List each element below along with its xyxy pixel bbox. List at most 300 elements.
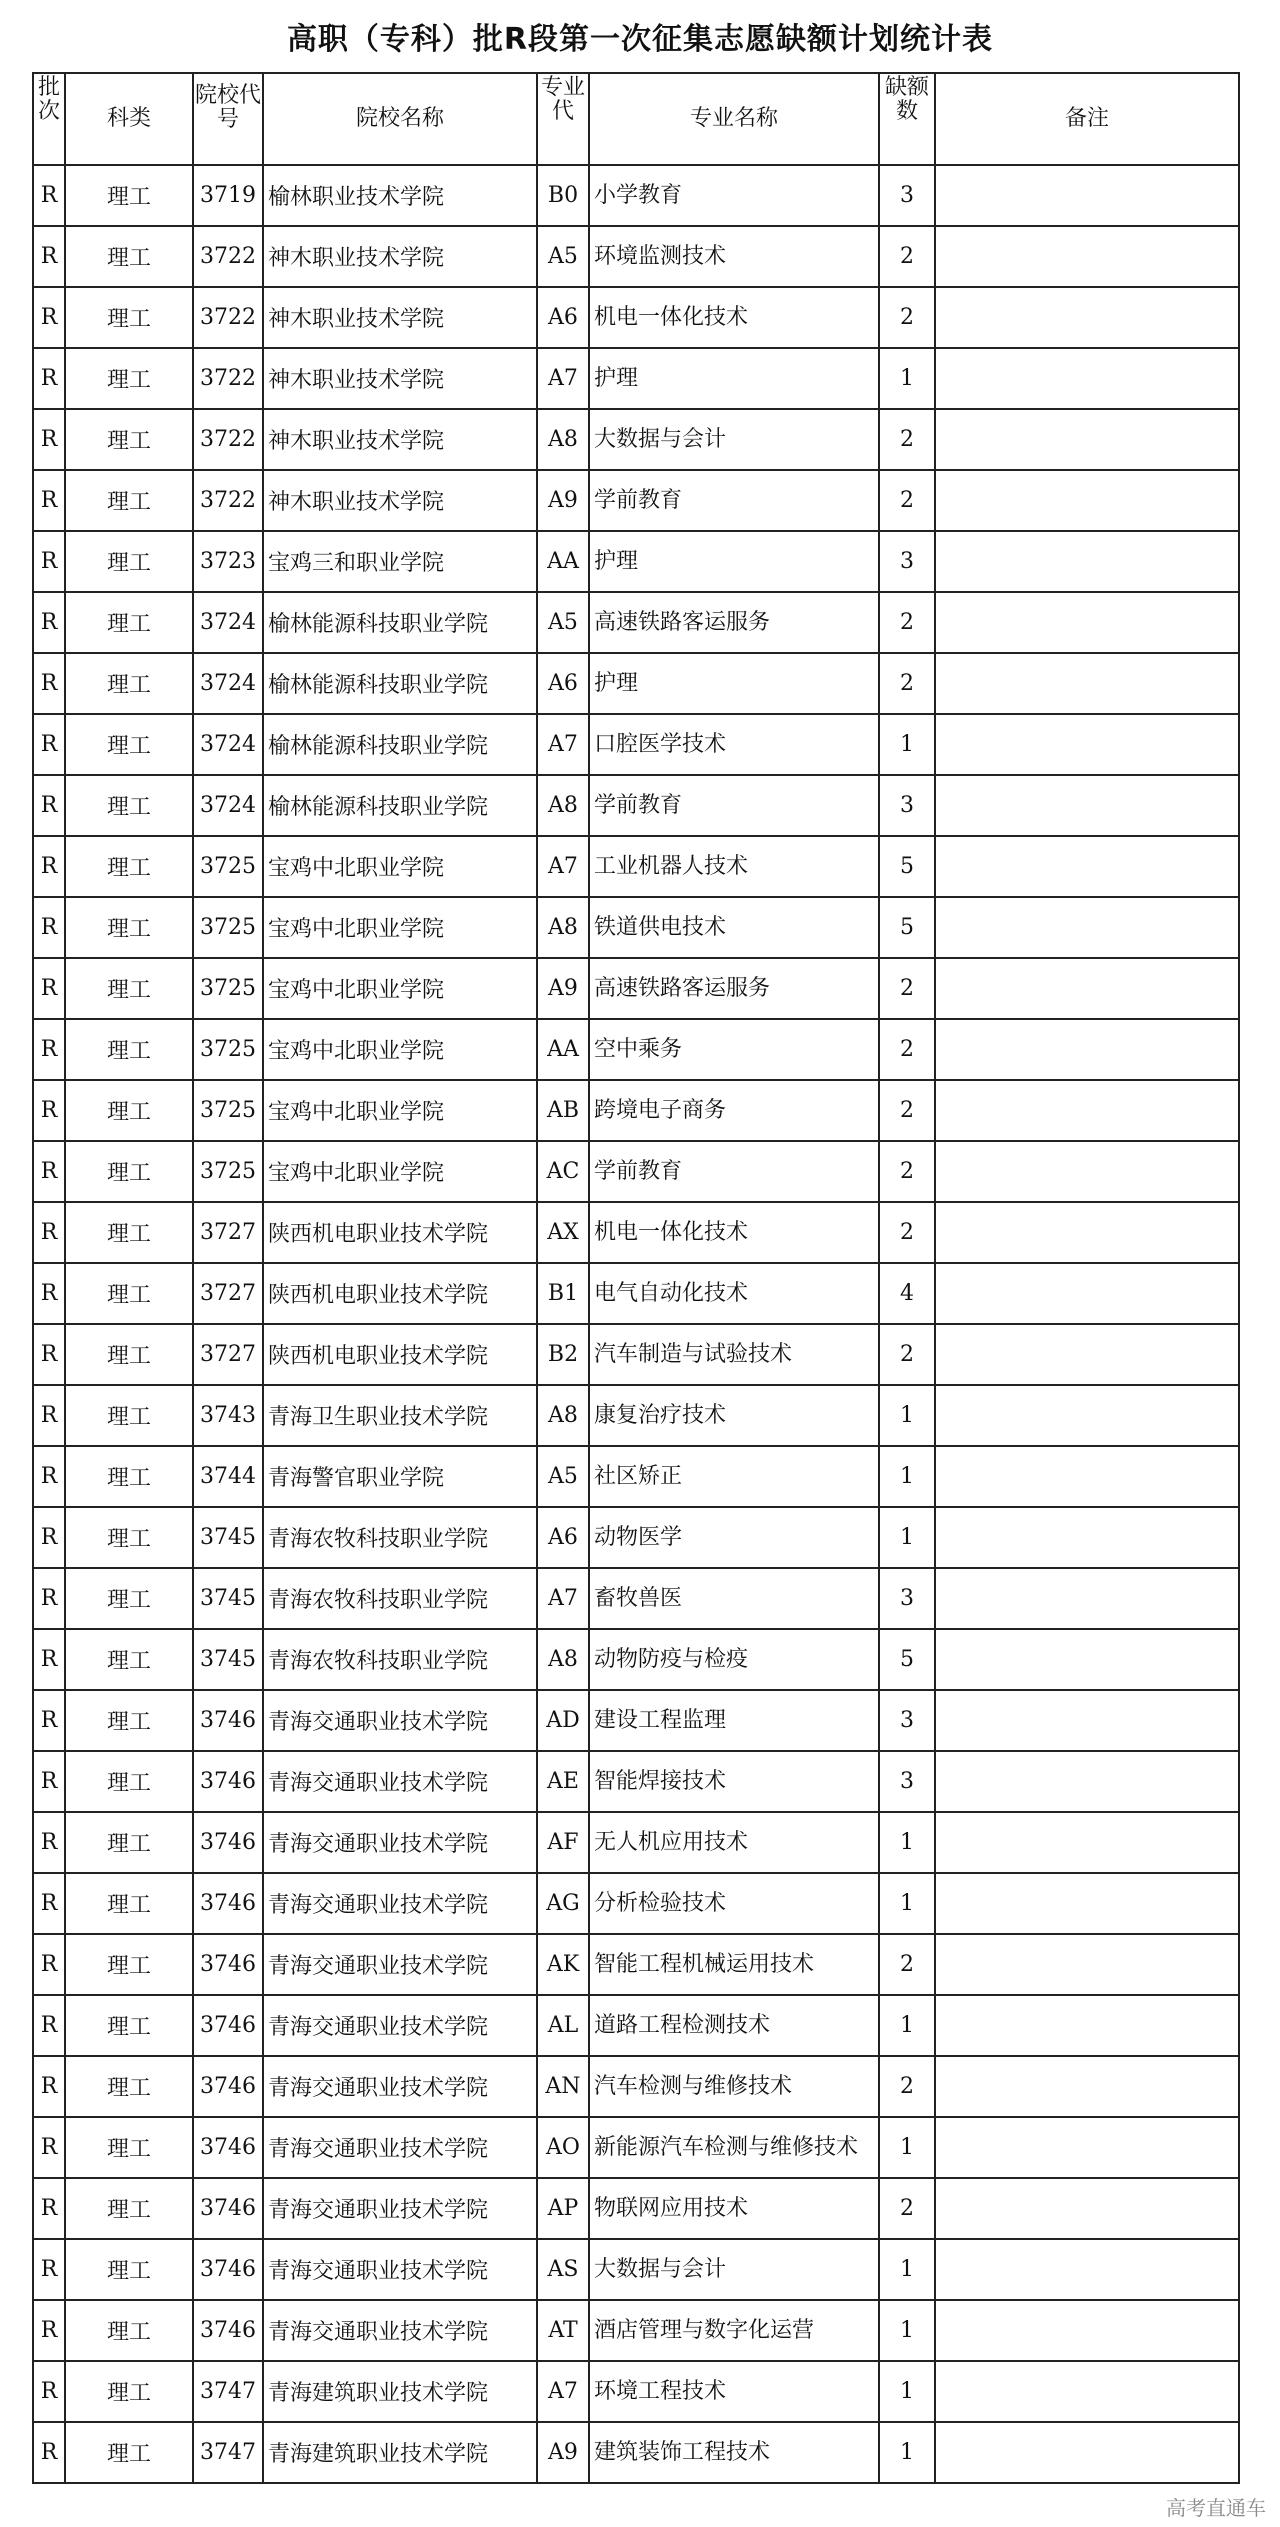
cell-major-name: 高速铁路客运服务 <box>589 592 879 653</box>
cell-category: 理工 <box>65 1446 193 1507</box>
cell-remarks <box>935 2300 1239 2361</box>
header-school-name: 院校名称 <box>263 73 537 165</box>
table-row <box>33 1324 1239 1385</box>
cell-major-code: A9 <box>537 2422 589 2483</box>
cell-remarks <box>935 1019 1239 1080</box>
cell-batch: R <box>33 1019 65 1080</box>
cell-vacancy: 3 <box>879 775 935 836</box>
cell-category: 理工 <box>65 165 193 226</box>
cell-batch: R <box>33 531 65 592</box>
cell-school-code: 3727 <box>193 1202 263 1263</box>
cell-category: 理工 <box>65 2056 193 2117</box>
cell-major-code: AB <box>537 1080 589 1141</box>
cell-vacancy: 1 <box>879 2422 935 2483</box>
table-row <box>33 1995 1239 2056</box>
cell-remarks <box>935 1873 1239 1934</box>
cell-remarks <box>935 1263 1239 1324</box>
cell-school-name: 宝鸡中北职业学院 <box>263 897 537 958</box>
table-row <box>33 1263 1239 1324</box>
cell-school-name: 青海交通职业技术学院 <box>263 2300 537 2361</box>
table-row <box>33 775 1239 836</box>
cell-school-code: 3722 <box>193 226 263 287</box>
table-row <box>33 2178 1239 2239</box>
cell-major-name: 护理 <box>589 348 879 409</box>
cell-school-code: 3719 <box>193 165 263 226</box>
cell-school-name: 青海农牧科技职业学院 <box>263 1629 537 1690</box>
cell-batch: R <box>33 2300 65 2361</box>
cell-major-name: 分析检验技术 <box>589 1873 879 1934</box>
cell-batch: R <box>33 226 65 287</box>
cell-school-code: 3724 <box>193 653 263 714</box>
cell-major-code: A8 <box>537 409 589 470</box>
cell-category: 理工 <box>65 1995 193 2056</box>
cell-school-name: 青海交通职业技术学院 <box>263 1873 537 1934</box>
header-remarks: 备注 <box>935 73 1239 165</box>
cell-school-code: 3722 <box>193 348 263 409</box>
cell-school-code: 3745 <box>193 1568 263 1629</box>
cell-vacancy: 4 <box>879 1263 935 1324</box>
cell-category: 理工 <box>65 470 193 531</box>
header-school-code: 院校代号 <box>193 73 263 165</box>
cell-remarks <box>935 1446 1239 1507</box>
cell-major-name: 动物防疫与检疫 <box>589 1629 879 1690</box>
cell-school-name: 青海建筑职业技术学院 <box>263 2361 537 2422</box>
cell-major-code: AG <box>537 1873 589 1934</box>
cell-vacancy: 2 <box>879 1080 935 1141</box>
cell-school-name: 神木职业技术学院 <box>263 470 537 531</box>
cell-school-name: 宝鸡三和职业学院 <box>263 531 537 592</box>
cell-vacancy: 5 <box>879 897 935 958</box>
cell-category: 理工 <box>65 2361 193 2422</box>
cell-vacancy: 1 <box>879 1995 935 2056</box>
cell-major-code: A6 <box>537 1507 589 1568</box>
header-batch: 批次 <box>33 73 65 165</box>
cell-vacancy: 1 <box>879 348 935 409</box>
cell-school-code: 3725 <box>193 1141 263 1202</box>
table-row <box>33 1507 1239 1568</box>
cell-remarks <box>935 775 1239 836</box>
cell-school-code: 3744 <box>193 1446 263 1507</box>
cell-vacancy: 2 <box>879 470 935 531</box>
cell-school-code: 3724 <box>193 775 263 836</box>
cell-category: 理工 <box>65 1751 193 1812</box>
cell-major-code: AA <box>537 531 589 592</box>
cell-major-name: 跨境电子商务 <box>589 1080 879 1141</box>
cell-category: 理工 <box>65 1507 193 1568</box>
cell-school-name: 榆林能源科技职业学院 <box>263 775 537 836</box>
cell-major-code: A6 <box>537 653 589 714</box>
cell-school-name: 青海交通职业技术学院 <box>263 2056 537 2117</box>
cell-category: 理工 <box>65 287 193 348</box>
cell-remarks <box>935 1141 1239 1202</box>
cell-school-name: 宝鸡中北职业学院 <box>263 836 537 897</box>
cell-school-name: 神木职业技术学院 <box>263 226 537 287</box>
cell-major-name: 口腔医学技术 <box>589 714 879 775</box>
cell-major-name: 空中乘务 <box>589 1019 879 1080</box>
cell-batch: R <box>33 2361 65 2422</box>
cell-category: 理工 <box>65 1385 193 1446</box>
cell-remarks <box>935 2056 1239 2117</box>
cell-school-code: 3746 <box>193 1812 263 1873</box>
table-row <box>33 653 1239 714</box>
header-vacancy: 缺额数 <box>879 73 935 165</box>
cell-remarks <box>935 1751 1239 1812</box>
cell-school-name: 青海交通职业技术学院 <box>263 1934 537 1995</box>
cell-school-code: 3745 <box>193 1629 263 1690</box>
cell-batch: R <box>33 2056 65 2117</box>
cell-major-name: 机电一体化技术 <box>589 1202 879 1263</box>
cell-school-code: 3745 <box>193 1507 263 1568</box>
cell-remarks <box>935 2178 1239 2239</box>
table-row <box>33 531 1239 592</box>
table-row <box>33 1202 1239 1263</box>
cell-major-name: 建筑装饰工程技术 <box>589 2422 879 2483</box>
cell-category: 理工 <box>65 1934 193 1995</box>
cell-batch: R <box>33 1263 65 1324</box>
cell-remarks <box>935 592 1239 653</box>
cell-school-name: 青海交通职业技术学院 <box>263 2117 537 2178</box>
cell-vacancy: 3 <box>879 531 935 592</box>
cell-major-code: A7 <box>537 714 589 775</box>
cell-school-name: 榆林能源科技职业学院 <box>263 592 537 653</box>
cell-vacancy: 2 <box>879 592 935 653</box>
cell-school-code: 3746 <box>193 2117 263 2178</box>
cell-category: 理工 <box>65 1202 193 1263</box>
cell-major-name: 护理 <box>589 653 879 714</box>
cell-school-code: 3725 <box>193 958 263 1019</box>
cell-major-name: 电气自动化技术 <box>589 1263 879 1324</box>
table-row <box>33 409 1239 470</box>
cell-major-code: A9 <box>537 958 589 1019</box>
cell-major-code: AC <box>537 1141 589 1202</box>
cell-school-name: 青海交通职业技术学院 <box>263 1995 537 2056</box>
cell-category: 理工 <box>65 1080 193 1141</box>
cell-major-name: 道路工程检测技术 <box>589 1995 879 2056</box>
cell-vacancy: 2 <box>879 2178 935 2239</box>
cell-category: 理工 <box>65 1812 193 1873</box>
cell-batch: R <box>33 1507 65 1568</box>
cell-batch: R <box>33 1690 65 1751</box>
cell-school-code: 3722 <box>193 409 263 470</box>
cell-batch: R <box>33 958 65 1019</box>
cell-school-code: 3723 <box>193 531 263 592</box>
table-row <box>33 1629 1239 1690</box>
table-row <box>33 1446 1239 1507</box>
cell-major-code: A8 <box>537 897 589 958</box>
cell-school-name: 榆林能源科技职业学院 <box>263 653 537 714</box>
cell-school-code: 3746 <box>193 2178 263 2239</box>
cell-category: 理工 <box>65 2178 193 2239</box>
cell-major-name: 大数据与会计 <box>589 2239 879 2300</box>
table-row <box>33 958 1239 1019</box>
table-row <box>33 2361 1239 2422</box>
cell-batch: R <box>33 1385 65 1446</box>
cell-remarks <box>935 226 1239 287</box>
cell-batch: R <box>33 165 65 226</box>
cell-category: 理工 <box>65 348 193 409</box>
table-row <box>33 348 1239 409</box>
cell-major-code: A7 <box>537 836 589 897</box>
cell-major-name: 酒店管理与数字化运营 <box>589 2300 879 2361</box>
vacancy-table <box>32 72 1240 2484</box>
table-row <box>33 2056 1239 2117</box>
cell-batch: R <box>33 1629 65 1690</box>
cell-major-code: AX <box>537 1202 589 1263</box>
cell-category: 理工 <box>65 2117 193 2178</box>
cell-vacancy: 2 <box>879 1324 935 1385</box>
cell-major-name: 畜牧兽医 <box>589 1568 879 1629</box>
cell-school-code: 3724 <box>193 592 263 653</box>
cell-remarks <box>935 1385 1239 1446</box>
cell-school-code: 3746 <box>193 2300 263 2361</box>
cell-school-code: 3747 <box>193 2422 263 2483</box>
table-row <box>33 226 1239 287</box>
cell-batch: R <box>33 1324 65 1385</box>
cell-major-name: 环境监测技术 <box>589 226 879 287</box>
cell-remarks <box>935 1324 1239 1385</box>
cell-school-name: 神木职业技术学院 <box>263 409 537 470</box>
cell-major-code: AO <box>537 2117 589 2178</box>
cell-school-name: 榆林职业技术学院 <box>263 165 537 226</box>
cell-batch: R <box>33 1934 65 1995</box>
cell-major-code: B2 <box>537 1324 589 1385</box>
cell-remarks <box>935 348 1239 409</box>
cell-school-code: 3746 <box>193 1873 263 1934</box>
cell-category: 理工 <box>65 226 193 287</box>
cell-school-code: 3727 <box>193 1263 263 1324</box>
cell-batch: R <box>33 2239 65 2300</box>
cell-vacancy: 1 <box>879 714 935 775</box>
cell-category: 理工 <box>65 1873 193 1934</box>
cell-category: 理工 <box>65 1141 193 1202</box>
cell-major-code: A8 <box>537 1385 589 1446</box>
cell-vacancy: 1 <box>879 2361 935 2422</box>
cell-school-name: 青海卫生职业技术学院 <box>263 1385 537 1446</box>
cell-vacancy: 1 <box>879 2239 935 2300</box>
cell-major-name: 智能焊接技术 <box>589 1751 879 1812</box>
cell-category: 理工 <box>65 1019 193 1080</box>
cell-category: 理工 <box>65 409 193 470</box>
cell-batch: R <box>33 653 65 714</box>
cell-major-code: AA <box>537 1019 589 1080</box>
cell-vacancy: 1 <box>879 1385 935 1446</box>
cell-school-code: 3725 <box>193 897 263 958</box>
cell-category: 理工 <box>65 592 193 653</box>
cell-remarks <box>935 1202 1239 1263</box>
table-row <box>33 714 1239 775</box>
cell-category: 理工 <box>65 897 193 958</box>
cell-major-code: AK <box>537 1934 589 1995</box>
cell-category: 理工 <box>65 836 193 897</box>
cell-remarks <box>935 287 1239 348</box>
cell-school-name: 宝鸡中北职业学院 <box>263 1080 537 1141</box>
cell-category: 理工 <box>65 531 193 592</box>
cell-major-name: 康复治疗技术 <box>589 1385 879 1446</box>
header-major-code: 专业代 <box>537 73 589 165</box>
table-row <box>33 2117 1239 2178</box>
cell-batch: R <box>33 287 65 348</box>
table-row <box>33 1690 1239 1751</box>
cell-school-code: 3747 <box>193 2361 263 2422</box>
cell-major-code: A7 <box>537 2361 589 2422</box>
cell-vacancy: 1 <box>879 2300 935 2361</box>
cell-school-name: 神木职业技术学院 <box>263 348 537 409</box>
table-row <box>33 1141 1239 1202</box>
cell-vacancy: 2 <box>879 2056 935 2117</box>
cell-school-name: 青海交通职业技术学院 <box>263 1690 537 1751</box>
cell-major-name: 物联网应用技术 <box>589 2178 879 2239</box>
table-row <box>33 287 1239 348</box>
cell-batch: R <box>33 1995 65 2056</box>
cell-batch: R <box>33 897 65 958</box>
cell-batch: R <box>33 775 65 836</box>
cell-remarks <box>935 1934 1239 1995</box>
cell-category: 理工 <box>65 1690 193 1751</box>
cell-school-code: 3722 <box>193 470 263 531</box>
table-row <box>33 1812 1239 1873</box>
cell-major-code: AD <box>537 1690 589 1751</box>
cell-major-code: AE <box>537 1751 589 1812</box>
cell-school-name: 宝鸡中北职业学院 <box>263 1019 537 1080</box>
cell-remarks <box>935 1995 1239 2056</box>
cell-category: 理工 <box>65 2239 193 2300</box>
cell-school-code: 3746 <box>193 1934 263 1995</box>
cell-category: 理工 <box>65 1324 193 1385</box>
table-row <box>33 165 1239 226</box>
cell-vacancy: 1 <box>879 1812 935 1873</box>
cell-school-code: 3746 <box>193 1690 263 1751</box>
cell-major-name: 汽车制造与试验技术 <box>589 1324 879 1385</box>
table-row <box>33 2300 1239 2361</box>
header-category: 科类 <box>65 73 193 165</box>
cell-school-code: 3725 <box>193 1080 263 1141</box>
cell-school-name: 青海警官职业学院 <box>263 1446 537 1507</box>
cell-major-name: 机电一体化技术 <box>589 287 879 348</box>
table-row <box>33 592 1239 653</box>
cell-category: 理工 <box>65 1629 193 1690</box>
cell-batch: R <box>33 1141 65 1202</box>
cell-school-name: 陕西机电职业技术学院 <box>263 1263 537 1324</box>
cell-remarks <box>935 165 1239 226</box>
cell-vacancy: 2 <box>879 653 935 714</box>
cell-major-code: A7 <box>537 1568 589 1629</box>
cell-batch: R <box>33 348 65 409</box>
cell-remarks <box>935 958 1239 1019</box>
cell-school-name: 陕西机电职业技术学院 <box>263 1324 537 1385</box>
cell-remarks <box>935 653 1239 714</box>
page-title: 高职（专科）批R段第一次征集志愿缺额计划统计表 <box>286 22 994 57</box>
cell-school-code: 3746 <box>193 2239 263 2300</box>
cell-major-code: A7 <box>537 348 589 409</box>
cell-batch: R <box>33 1812 65 1873</box>
cell-school-code: 3724 <box>193 714 263 775</box>
cell-major-name: 大数据与会计 <box>589 409 879 470</box>
cell-category: 理工 <box>65 958 193 1019</box>
cell-category: 理工 <box>65 2422 193 2483</box>
cell-category: 理工 <box>65 714 193 775</box>
table-header-row <box>33 73 1239 165</box>
cell-batch: R <box>33 2117 65 2178</box>
cell-batch: R <box>33 1751 65 1812</box>
cell-school-name: 青海建筑职业技术学院 <box>263 2422 537 2483</box>
header-major-name: 专业名称 <box>589 73 879 165</box>
cell-school-name: 宝鸡中北职业学院 <box>263 1141 537 1202</box>
cell-remarks <box>935 2422 1239 2483</box>
cell-major-name: 动物医学 <box>589 1507 879 1568</box>
table-row <box>33 836 1239 897</box>
cell-batch: R <box>33 2178 65 2239</box>
cell-vacancy: 2 <box>879 1934 935 1995</box>
cell-batch: R <box>33 409 65 470</box>
cell-batch: R <box>33 1568 65 1629</box>
cell-major-name: 无人机应用技术 <box>589 1812 879 1873</box>
cell-major-name: 新能源汽车检测与维修技术 <box>589 2117 879 2178</box>
cell-school-code: 3725 <box>193 1019 263 1080</box>
cell-major-name: 环境工程技术 <box>589 2361 879 2422</box>
cell-remarks <box>935 714 1239 775</box>
cell-remarks <box>935 897 1239 958</box>
cell-vacancy: 3 <box>879 1568 935 1629</box>
cell-remarks <box>935 470 1239 531</box>
cell-school-name: 青海交通职业技术学院 <box>263 1812 537 1873</box>
cell-remarks <box>935 2117 1239 2178</box>
cell-vacancy: 1 <box>879 1507 935 1568</box>
cell-batch: R <box>33 1080 65 1141</box>
cell-school-name: 青海农牧科技职业学院 <box>263 1568 537 1629</box>
cell-major-name: 社区矫正 <box>589 1446 879 1507</box>
cell-vacancy: 1 <box>879 2117 935 2178</box>
cell-major-code: A8 <box>537 1629 589 1690</box>
cell-major-code: AL <box>537 1995 589 2056</box>
cell-school-name: 青海农牧科技职业学院 <box>263 1507 537 1568</box>
cell-vacancy: 3 <box>879 165 935 226</box>
cell-school-name: 青海交通职业技术学院 <box>263 2239 537 2300</box>
cell-vacancy: 3 <box>879 1751 935 1812</box>
watermark: 高考直通车 <box>1166 2496 1266 2520</box>
cell-major-name: 学前教育 <box>589 1141 879 1202</box>
cell-major-code: AT <box>537 2300 589 2361</box>
cell-vacancy: 5 <box>879 1629 935 1690</box>
table-row <box>33 1019 1239 1080</box>
cell-major-name: 高速铁路客运服务 <box>589 958 879 1019</box>
table-row <box>33 897 1239 958</box>
cell-major-code: A5 <box>537 592 589 653</box>
cell-major-name: 学前教育 <box>589 775 879 836</box>
cell-remarks <box>935 1507 1239 1568</box>
cell-major-code: B0 <box>537 165 589 226</box>
cell-vacancy: 2 <box>879 958 935 1019</box>
cell-school-name: 宝鸡中北职业学院 <box>263 958 537 1019</box>
cell-batch: R <box>33 1202 65 1263</box>
cell-batch: R <box>33 2422 65 2483</box>
cell-batch: R <box>33 470 65 531</box>
table-row <box>33 1751 1239 1812</box>
cell-vacancy: 2 <box>879 1141 935 1202</box>
cell-major-name: 建设工程监理 <box>589 1690 879 1751</box>
table-row <box>33 1385 1239 1446</box>
cell-school-name: 青海交通职业技术学院 <box>263 1751 537 1812</box>
cell-vacancy: 2 <box>879 226 935 287</box>
table-row <box>33 1568 1239 1629</box>
table-row <box>33 470 1239 531</box>
cell-vacancy: 2 <box>879 409 935 470</box>
cell-batch: R <box>33 1873 65 1934</box>
cell-school-code: 3743 <box>193 1385 263 1446</box>
cell-major-code: A5 <box>537 226 589 287</box>
cell-major-name: 小学教育 <box>589 165 879 226</box>
cell-school-name: 陕西机电职业技术学院 <box>263 1202 537 1263</box>
cell-school-name: 榆林能源科技职业学院 <box>263 714 537 775</box>
